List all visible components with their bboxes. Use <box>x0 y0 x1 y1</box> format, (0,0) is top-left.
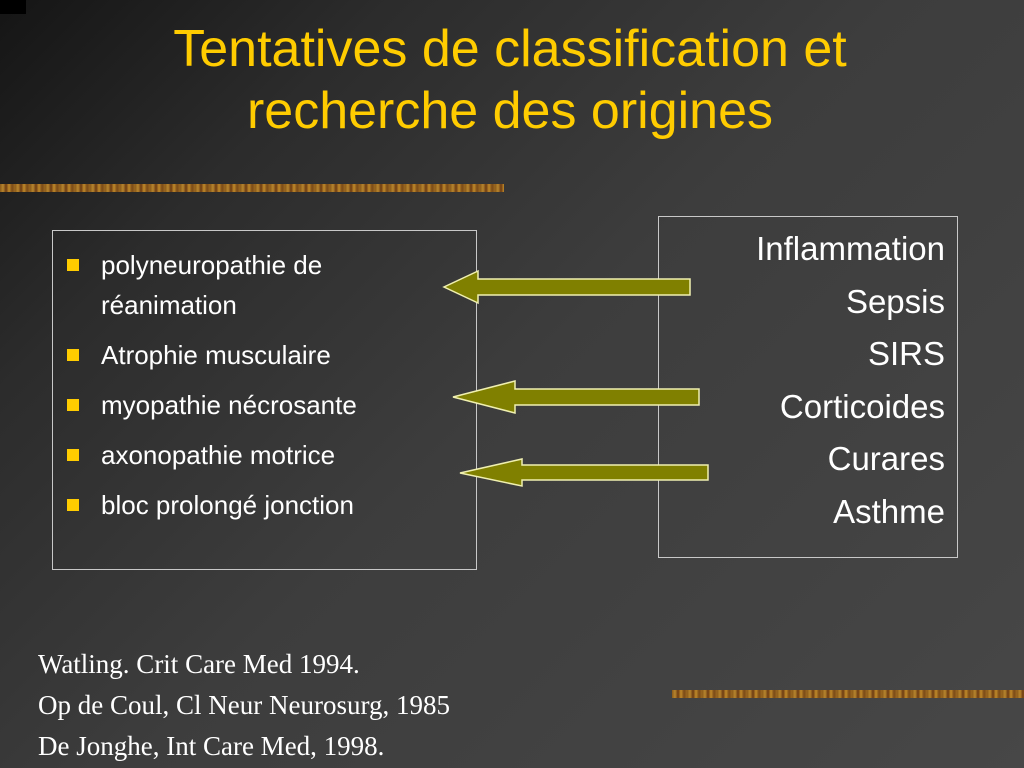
arrow-left-icon <box>444 271 690 303</box>
reference-line: Op de Coul, Cl Neur Neurosurg, 1985 <box>38 690 450 720</box>
list-item <box>53 335 476 375</box>
list-item-text: axonopathie motrice <box>101 440 336 470</box>
list-item <box>53 435 476 475</box>
list-item-text: Atrophie musculaire <box>101 340 331 370</box>
origin-item: Corticoides <box>779 387 945 425</box>
classification-list <box>53 231 476 525</box>
origin-item: Inflammation <box>756 230 945 267</box>
square-bullet-icon <box>67 499 79 511</box>
list-item <box>53 385 476 425</box>
origin-item: Sepsis <box>845 282 945 320</box>
square-bullet-icon <box>67 349 79 361</box>
origin-item: SIRS <box>867 335 945 372</box>
classification-box <box>52 230 477 570</box>
origin-item: Asthme <box>833 492 945 530</box>
square-bullet-icon <box>67 399 79 411</box>
origins-box <box>658 216 958 558</box>
decorative-bar-bottom <box>672 690 1024 698</box>
title-line-2: recherche des origines <box>246 82 774 140</box>
square-bullet-icon <box>67 259 79 271</box>
list-item-text: bloc prolongé jonction <box>101 490 354 520</box>
list-item <box>53 245 476 325</box>
slide-title <box>60 18 960 142</box>
list-item <box>53 485 476 525</box>
title-line-1: Tentatives de classification et <box>173 20 847 78</box>
list-item-text: polyneuropathie de <box>101 250 323 280</box>
decorative-bar-top <box>0 184 504 192</box>
square-bullet-icon <box>67 449 79 461</box>
reference-line: Watling. Crit Care Med 1994. <box>38 649 360 679</box>
origin-item: Curares <box>827 440 945 477</box>
reference-line: De Jonghe, Int Care Med, 1998. <box>38 731 385 761</box>
corner-mark <box>0 0 26 14</box>
list-item-text: réanimation <box>101 290 237 320</box>
list-item-text: myopathie nécrosante <box>101 390 357 420</box>
references <box>38 644 450 767</box>
